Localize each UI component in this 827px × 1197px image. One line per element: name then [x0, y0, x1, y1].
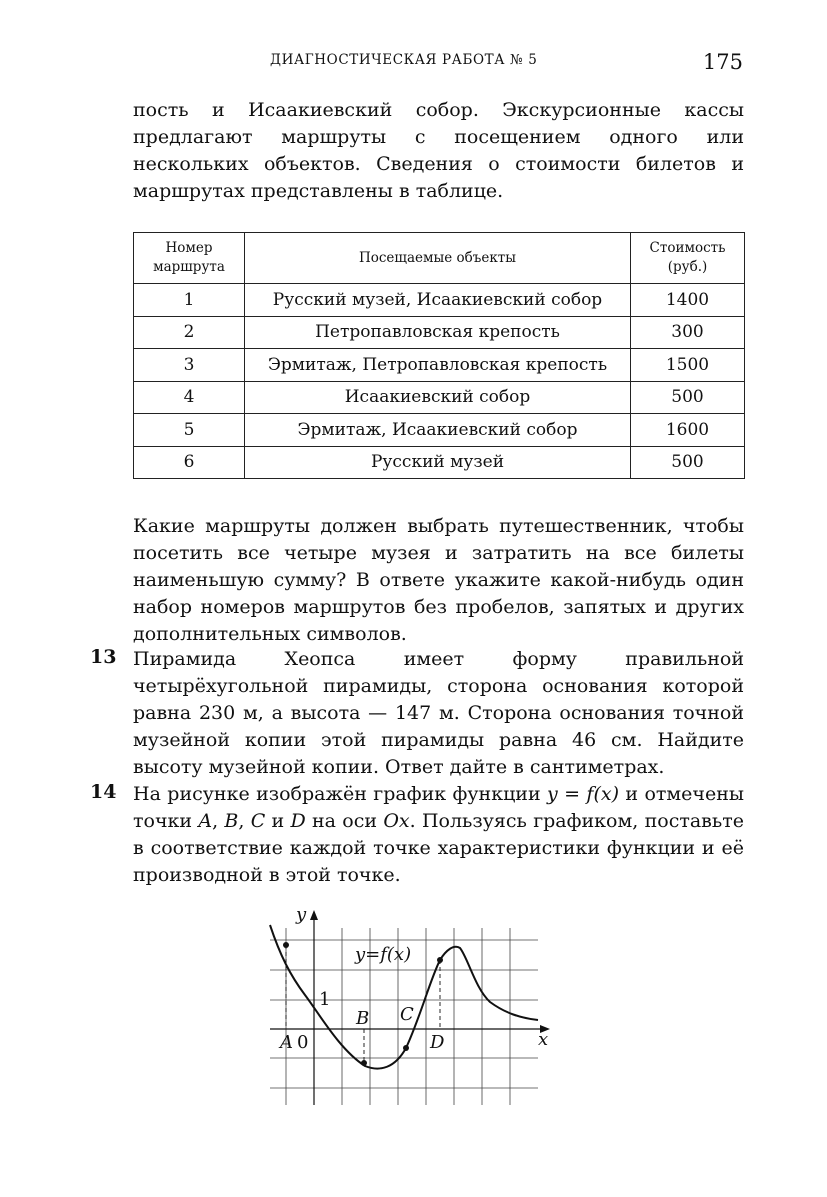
route-objects: Русский музей, Исаакиевский собор [245, 284, 631, 317]
function-notation: y = f(x) [547, 783, 620, 805]
point-c-ref: C [250, 810, 266, 832]
curve-label: y=f(x) [355, 944, 412, 965]
point-c-dot [403, 1045, 409, 1051]
route-number: 1 [134, 284, 245, 317]
route-number: 6 [134, 446, 245, 479]
text-part: и отмечены точки [133, 783, 745, 832]
point-d-label: D [430, 1032, 445, 1053]
separator: , [212, 810, 225, 832]
intro-paragraph: пость и Исаакиевский собор. Экскурсионные кассы предлагают маршруты с посещением одного или нескольких объектов. Сведения о стоимости билетов и маршрутах представлены в таблице. [133, 99, 744, 202]
route-cost: 500 [631, 381, 745, 414]
point-b-ref: B [224, 810, 239, 832]
axis-ref: Ox [383, 810, 410, 832]
question-paragraph: Какие маршруты должен выбрать путешественник, чтобы посетить все четыре музея и затратить на все билеты наименьшую сумму? В ответе укажите какой-нибудь один набор номеров маршрутов без пробелов, запятых и других дополнительных символов. [133, 515, 744, 645]
point-b-label: B [356, 1008, 370, 1029]
header-route-number: Номер маршрута [134, 233, 245, 284]
problem-14-number: 14 [90, 781, 117, 803]
table-row [134, 349, 745, 382]
point-a-label: A [280, 1032, 293, 1053]
problem-14-text [133, 781, 744, 889]
routes-table [133, 232, 745, 479]
route-number: 2 [134, 316, 245, 349]
x-axis-label: x [538, 1029, 549, 1050]
point-d-dot [437, 957, 443, 963]
route-cost: 300 [631, 316, 745, 349]
table-row [134, 316, 745, 349]
route-objects: Эрмитаж, Петропавловская крепость [245, 349, 631, 382]
point-d-ref: D [290, 810, 306, 832]
separator: и [265, 810, 291, 832]
header-objects: Посещаемые объекты [245, 233, 631, 284]
route-number: 5 [134, 414, 245, 447]
table-row [134, 414, 745, 447]
text-part: на оси [305, 810, 384, 832]
route-objects: Петропавловская крепость [245, 316, 631, 349]
text-part: На рисунке изображён график функции [133, 783, 548, 805]
problem-13-text: Пирамида Хеопса имеет форму правильной четырёхугольной пирамиды, сторона основания которой равна 230 м, а высота — 147 м. Сторона основания точной музейной копии этой пирамиды равна 46 см. Найдите высоту музейной копии. Ответ дайте в сантиметрах. [133, 648, 744, 778]
route-objects: Исаакиевский собор [245, 381, 631, 414]
y-axis-label: y [296, 904, 307, 925]
problem-13-number: 13 [90, 646, 117, 668]
header-cost: Стоимость (руб.) [631, 233, 745, 284]
table-row [134, 446, 745, 479]
text-part: . Пользуясь графиком, поставьте в соответствие каждой точке характеристики функции и её производной в этой точке. [133, 810, 744, 886]
route-cost: 1400 [631, 284, 745, 317]
route-cost: 500 [631, 446, 745, 479]
one-label: 1 [319, 989, 331, 1010]
origin-label: 0 [297, 1032, 309, 1053]
running-header: ДИАГНОСТИЧЕСКАЯ РАБОТА № 5 [270, 52, 538, 68]
route-objects: Эрмитаж, Исаакиевский собор [245, 414, 631, 447]
point-b-dot [361, 1060, 367, 1066]
route-objects: Русский музей [245, 446, 631, 479]
route-cost: 1500 [631, 349, 745, 382]
route-number: 3 [134, 349, 245, 382]
table-header-row [134, 233, 745, 284]
function-graph [260, 900, 560, 1110]
page-number: 175 [702, 50, 743, 74]
route-number: 4 [134, 381, 245, 414]
separator: , [238, 810, 251, 832]
y-axis-arrow [310, 910, 318, 920]
point-a-dot [283, 942, 289, 948]
point-a-ref: A [198, 810, 213, 832]
table-row [134, 381, 745, 414]
point-c-label: C [400, 1004, 414, 1025]
table-row [134, 284, 745, 317]
route-cost: 1600 [631, 414, 745, 447]
